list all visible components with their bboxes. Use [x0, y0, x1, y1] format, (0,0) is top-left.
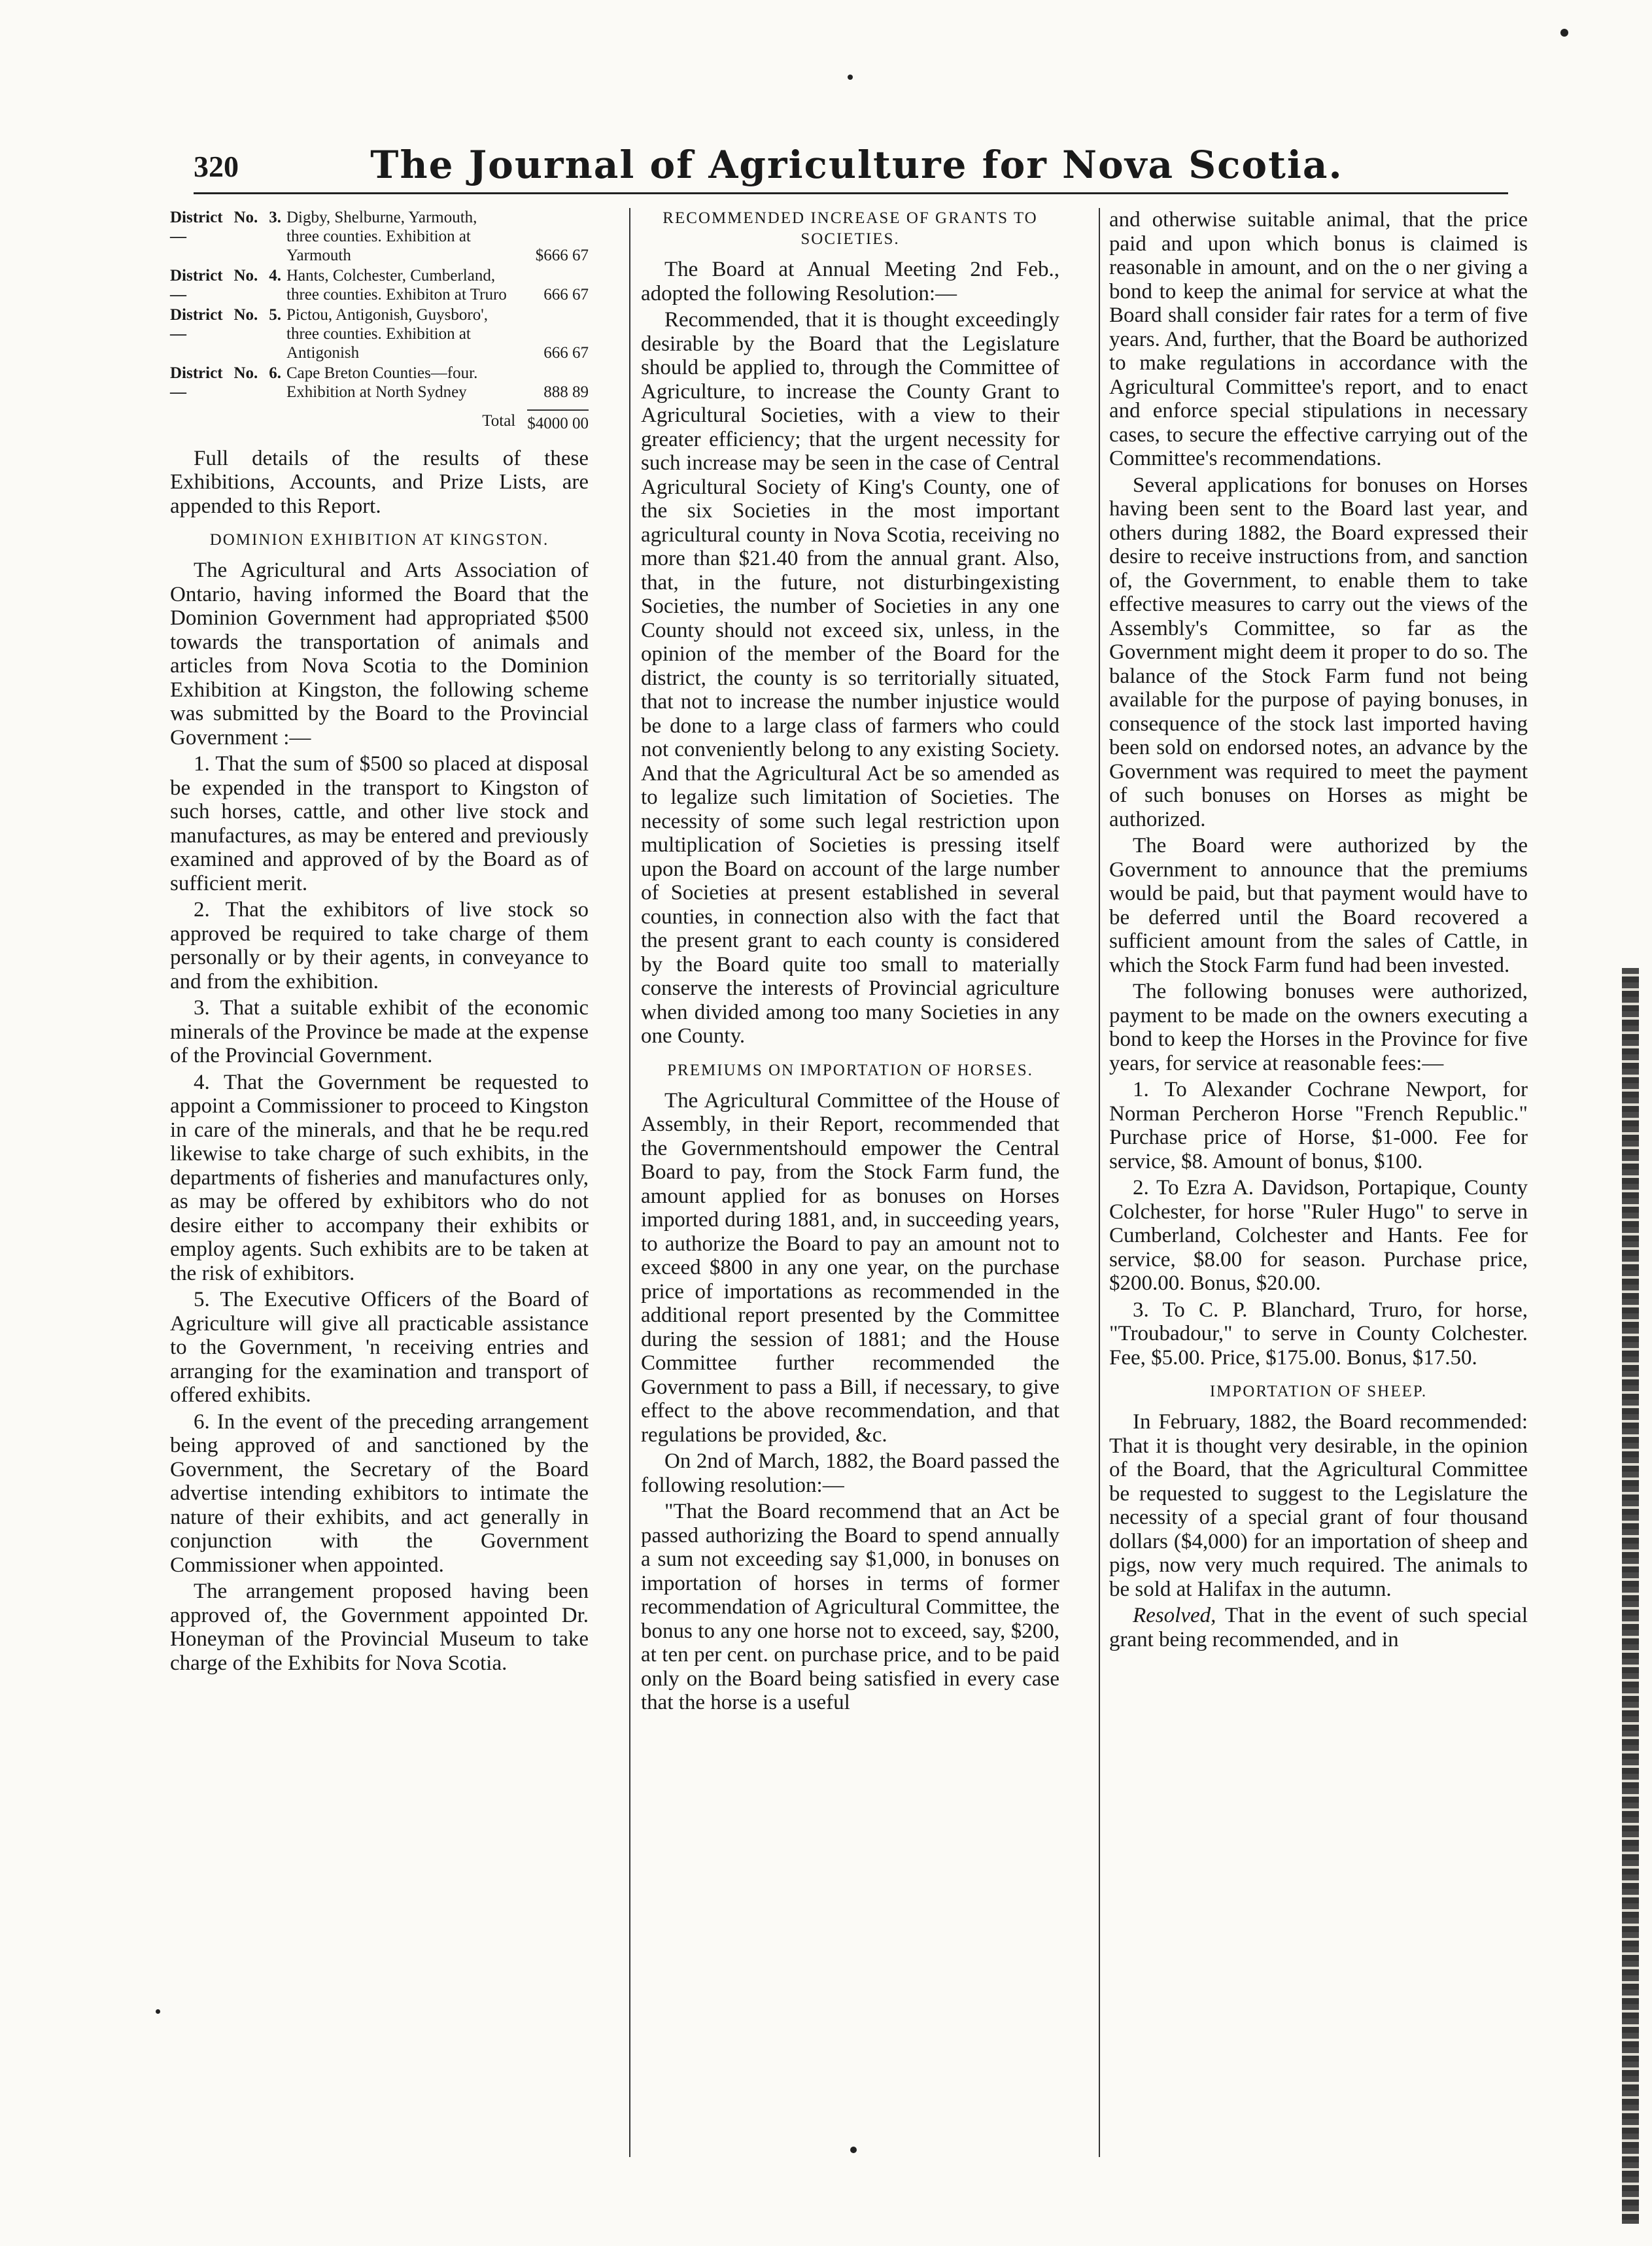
district-grants-table: [170, 208, 589, 402]
district-row: [170, 208, 589, 265]
column-left: [170, 208, 589, 1678]
district-text: Digby, Shelburne, Yarmouth, three counties. Exhibition at Yarmouth: [286, 209, 477, 264]
paragraph: In February, 1882, the Board recommended: That it is thought very desirable, in the opinion of the Board, that the Agricultural Committee be requested to suggest to the Legislature the necessity of a special grant of four thousand dollars ($4,000) for an importation of sheep and pigs, now very much required. The animals to be sold at Halifax in the autumn.: [1109, 1410, 1528, 1601]
paragraph: The Board were authorized by the Government to announce that the premiums would be paid, but that payment would have to be deferred until the Board recovered a sufficient amount from the sales of Cattle, in which the Stock Farm fund had been invested.: [1109, 834, 1528, 977]
section-heading: IMPORTATION OF SHEEP.: [1209, 1383, 1428, 1400]
numbered-item: 3. That a suitable exhibit of the economic minerals of the Province be made at the expense of the Provincial Government.: [170, 996, 589, 1067]
total-amount: $4000 00: [527, 409, 589, 436]
section-heading: PREMIUMS ON IMPORTATION OF HORSES.: [667, 1061, 1033, 1079]
section-heading: DOMINION EXHIBITION AT KINGSTON.: [209, 531, 549, 549]
district-amount: $666 67: [535, 247, 589, 264]
page-number: 320: [194, 150, 239, 183]
paragraph: The following bonuses were authorized, payment to be made on the owners executing a bond to keep the Horses in the Province for five years, for service at reasonable fees:—: [1109, 980, 1528, 1075]
district-text: Pictou, Antigonish, Guysboro', three counties. Exhibition at Antigonish: [286, 306, 488, 362]
column-middle: [641, 208, 1059, 1718]
district-text: Hants, Colchester, Cumberland, three counties. Exhibiton at Truro: [286, 267, 507, 303]
paragraph: The Agricultural and Arts Association of Ontario, having informed the Board that the Dominion Government had appropriated $500 towards the transportation of animals and articles from Nova Scotia to the Dominion Exhibition at Kingston, the following scheme was submitted by the Board to the Provincial Government :—: [170, 559, 589, 750]
paragraph: The Board at Annual Meeting 2nd Feb., adopted the following Resolution:—: [641, 258, 1059, 305]
numbered-item: 6. In the event of the preceding arrangement being approved of and sanctioned by the Government, the Secretary of the Board advertise intending exhibitors to intimate the nature of their exhibits, and act generally in conjunction with the Government Commissioner when appointed.: [170, 1409, 589, 1577]
district-amount: 666 67: [543, 286, 589, 303]
district-row: [170, 266, 589, 304]
district-label: District No. 5.—: [170, 306, 281, 343]
column-divider-2: [1099, 208, 1100, 2157]
bonus-item: 3. To C. P. Blanchard, Truro, for horse, "Troubadour," to serve in County Colchester. Fee, $5.00. Price, $175.00. Bonus, $17.50.: [1109, 1298, 1528, 1370]
bonus-item: 2. To Ezra A. Davidson, Portapique, County Colchester, for horse "Ruler Hugo" to serve in Cumberland, Colchester and Hants. Fee for service, $8.00 for season. Purchase price, $200.00. Bonus, $20.00.: [1109, 1176, 1528, 1295]
journal-title: The Journal of Agriculture for Nova Scotia.: [370, 143, 1343, 187]
column-right: [1109, 208, 1528, 1654]
total-row: [170, 409, 589, 436]
paragraph: On 2nd of March, 1882, the Board passed the following resolution:—: [641, 1449, 1059, 1497]
district-text: Cape Breton Counties—four. Exhibition at North Sydney: [286, 364, 478, 401]
paragraph: Several applications for bonuses on Horses having been sent to the Board last year, and others during 1882, the Board expressed their desire to receive instructions from, and sanction of, the Government, to enable them to take effective measures to carry out the views of the Assembly's Committee, so far as the Government might deem it proper to do so. The balance of the Stock Farm fund not being available for the purpose of paying bonuses, in consequence of the stock last imported having been sold on endorsed notes, an advance by the Government was required to meet the payment of such bonuses on Horses as might be authorized.: [1109, 473, 1528, 831]
district-row: [170, 305, 589, 362]
district-label: District No. 4.—: [170, 267, 281, 303]
district-label: District No. 3.—: [170, 209, 281, 245]
numbered-item: 2. That the exhibitors of live stock so approved be required to take charge of them personally or by their agents, in conveyance to and from the exhibition.: [170, 898, 589, 993]
scan-speck: [848, 75, 853, 80]
paragraph: Recommended, that it is thought exceedingly desirable by the Board that the Legislature should be applied to, through the Committee of Agriculture, to increase the County Grant to Agricultural Societies, with a view to their greater efficiency; that the urgent necessity for such increase may be seen in the case of Central Agricultural Society of King's County, one of the six Societies in the most important agricultural county in Nova Scotia, receiving no more than $21.40 from the annual grant. Also, that, in the future, not disturbingexisting Societies, the number of Societies in any one County should not exceed six, unless, in the opinion of the member of the Board for the district, the county is so territorially situated, that not to increase the number injustice would be done to a large class of farmers who could not conveniently belong to any existing Society. And that the Agricultural Act be so amended as to legalize such limitation of Societies. The necessity of some such legal restriction upon multiplication of Societies is pressing itself upon the Board on account of the large number of Societies at present established in several counties, in connection also with the fact that the present grant to each county is considered by the Board quite too small to materially conserve the interests of Provincial agriculture when divided among too many Societies in any one County.: [641, 308, 1059, 1048]
district-row: [170, 364, 589, 402]
scan-speck: [1560, 29, 1568, 37]
paragraph: Full details of the results of these Exhibitions, Accounts, and Prize Lists, are appended to this Report.: [170, 446, 589, 518]
scan-edge-shadow: [1622, 968, 1639, 2224]
district-label: District No. 6.—: [170, 364, 281, 401]
paragraph: [1109, 1604, 1528, 1651]
paragraph: The Agricultural Committee of the House of Assembly, in their Report, recommended that the Governmentshould empower the Central Board to pay, from the Stock Farm fund, the amount applied for as bonuses on Horses imported during 1881, and, in succeeding years, to authorize the Board to pay an amount not to exceed $800 in any one year, on the purchase price of importations as recommended in the additional report presented by the Committee during the session of 1881; and the House Committee further recommended the Government to pass a Bill, if necessary, to give effect to the above recommendation, and that regulations be provided, &c.: [641, 1088, 1059, 1447]
header-rule: [194, 192, 1508, 194]
scan-speck: [850, 2147, 857, 2153]
numbered-item: 5. The Executive Officers of the Board of Agriculture will give all practicable assistance to the Government, 'n receiving entries and arranging for the examination and transport of offered exhibits.: [170, 1288, 589, 1407]
bonus-item: 1. To Alexander Cochrane Newport, for Norman Percheron Horse "French Republic." Purchase price of Horse, $1-000. Fee for service, $8. Amount of bonus, $100.: [1109, 1078, 1528, 1173]
numbered-item: 1. That the sum of $500 so placed at disposal be expended in the transport to Kingston of such horses, cattle, and other live stock and manufactures, as may be entered and previously examined and approved of by the Board as of sufficient merit.: [170, 752, 589, 895]
numbered-item: 4. That the Government be requested to appoint a Commissioner to proceed to Kingston in care of the minerals, and that he be requ.red likewise to take charge of such exhibits, in the departments of fisheries and manufactures only, as may be offered by exhibitors who do not desire either to accompany their exhibits or employ agents. Such exhibits are to be taken at the risk of exhibitors.: [170, 1070, 589, 1285]
paragraph: "That the Board recommend that an Act be passed authorizing the Board to spend annually a sum not exceeding say $1,000, in bonuses on importation of horses in terms of former recommendation of Agricultural Committee, the bonus to any one horse not to exceed, say, $200, at ten per cent. on purchase price, and to be paid only on the Board being satisfied in every case that the horse is a useful: [641, 1500, 1059, 1714]
resolved-word: Resolved,: [1133, 1604, 1216, 1627]
section-heading: RECOMMENDED INCREASE OF GRANTS TO SOCIETIES.: [663, 209, 1038, 248]
district-amount: 888 89: [543, 383, 589, 401]
scan-speck: [156, 2009, 160, 2014]
paragraph: and otherwise suitable animal, that the price paid and upon which bonus is claimed is reasonable in amount, and on the o ner giving a bond to keep the animal for service at what the Board shall consider fair rates for a term of five years. And, further, that the Board be authorized to make regulations in accordance with the Agricultural Committee's report, and to enact and enforce special stipulations in necessary cases, to secure the effective carrying out of the Committee's recommendations.: [1109, 208, 1528, 470]
resolved-text: That in the event of such special grant being recommended, and in: [1109, 1604, 1528, 1651]
column-divider-1: [629, 208, 630, 2157]
paragraph: The arrangement proposed having been approved of, the Government appointed Dr. Honeyman of the Provincial Museum to take charge of the Exhibits for Nova Scotia.: [170, 1580, 589, 1675]
total-label: Total: [482, 412, 516, 430]
district-amount: 666 67: [543, 344, 589, 362]
